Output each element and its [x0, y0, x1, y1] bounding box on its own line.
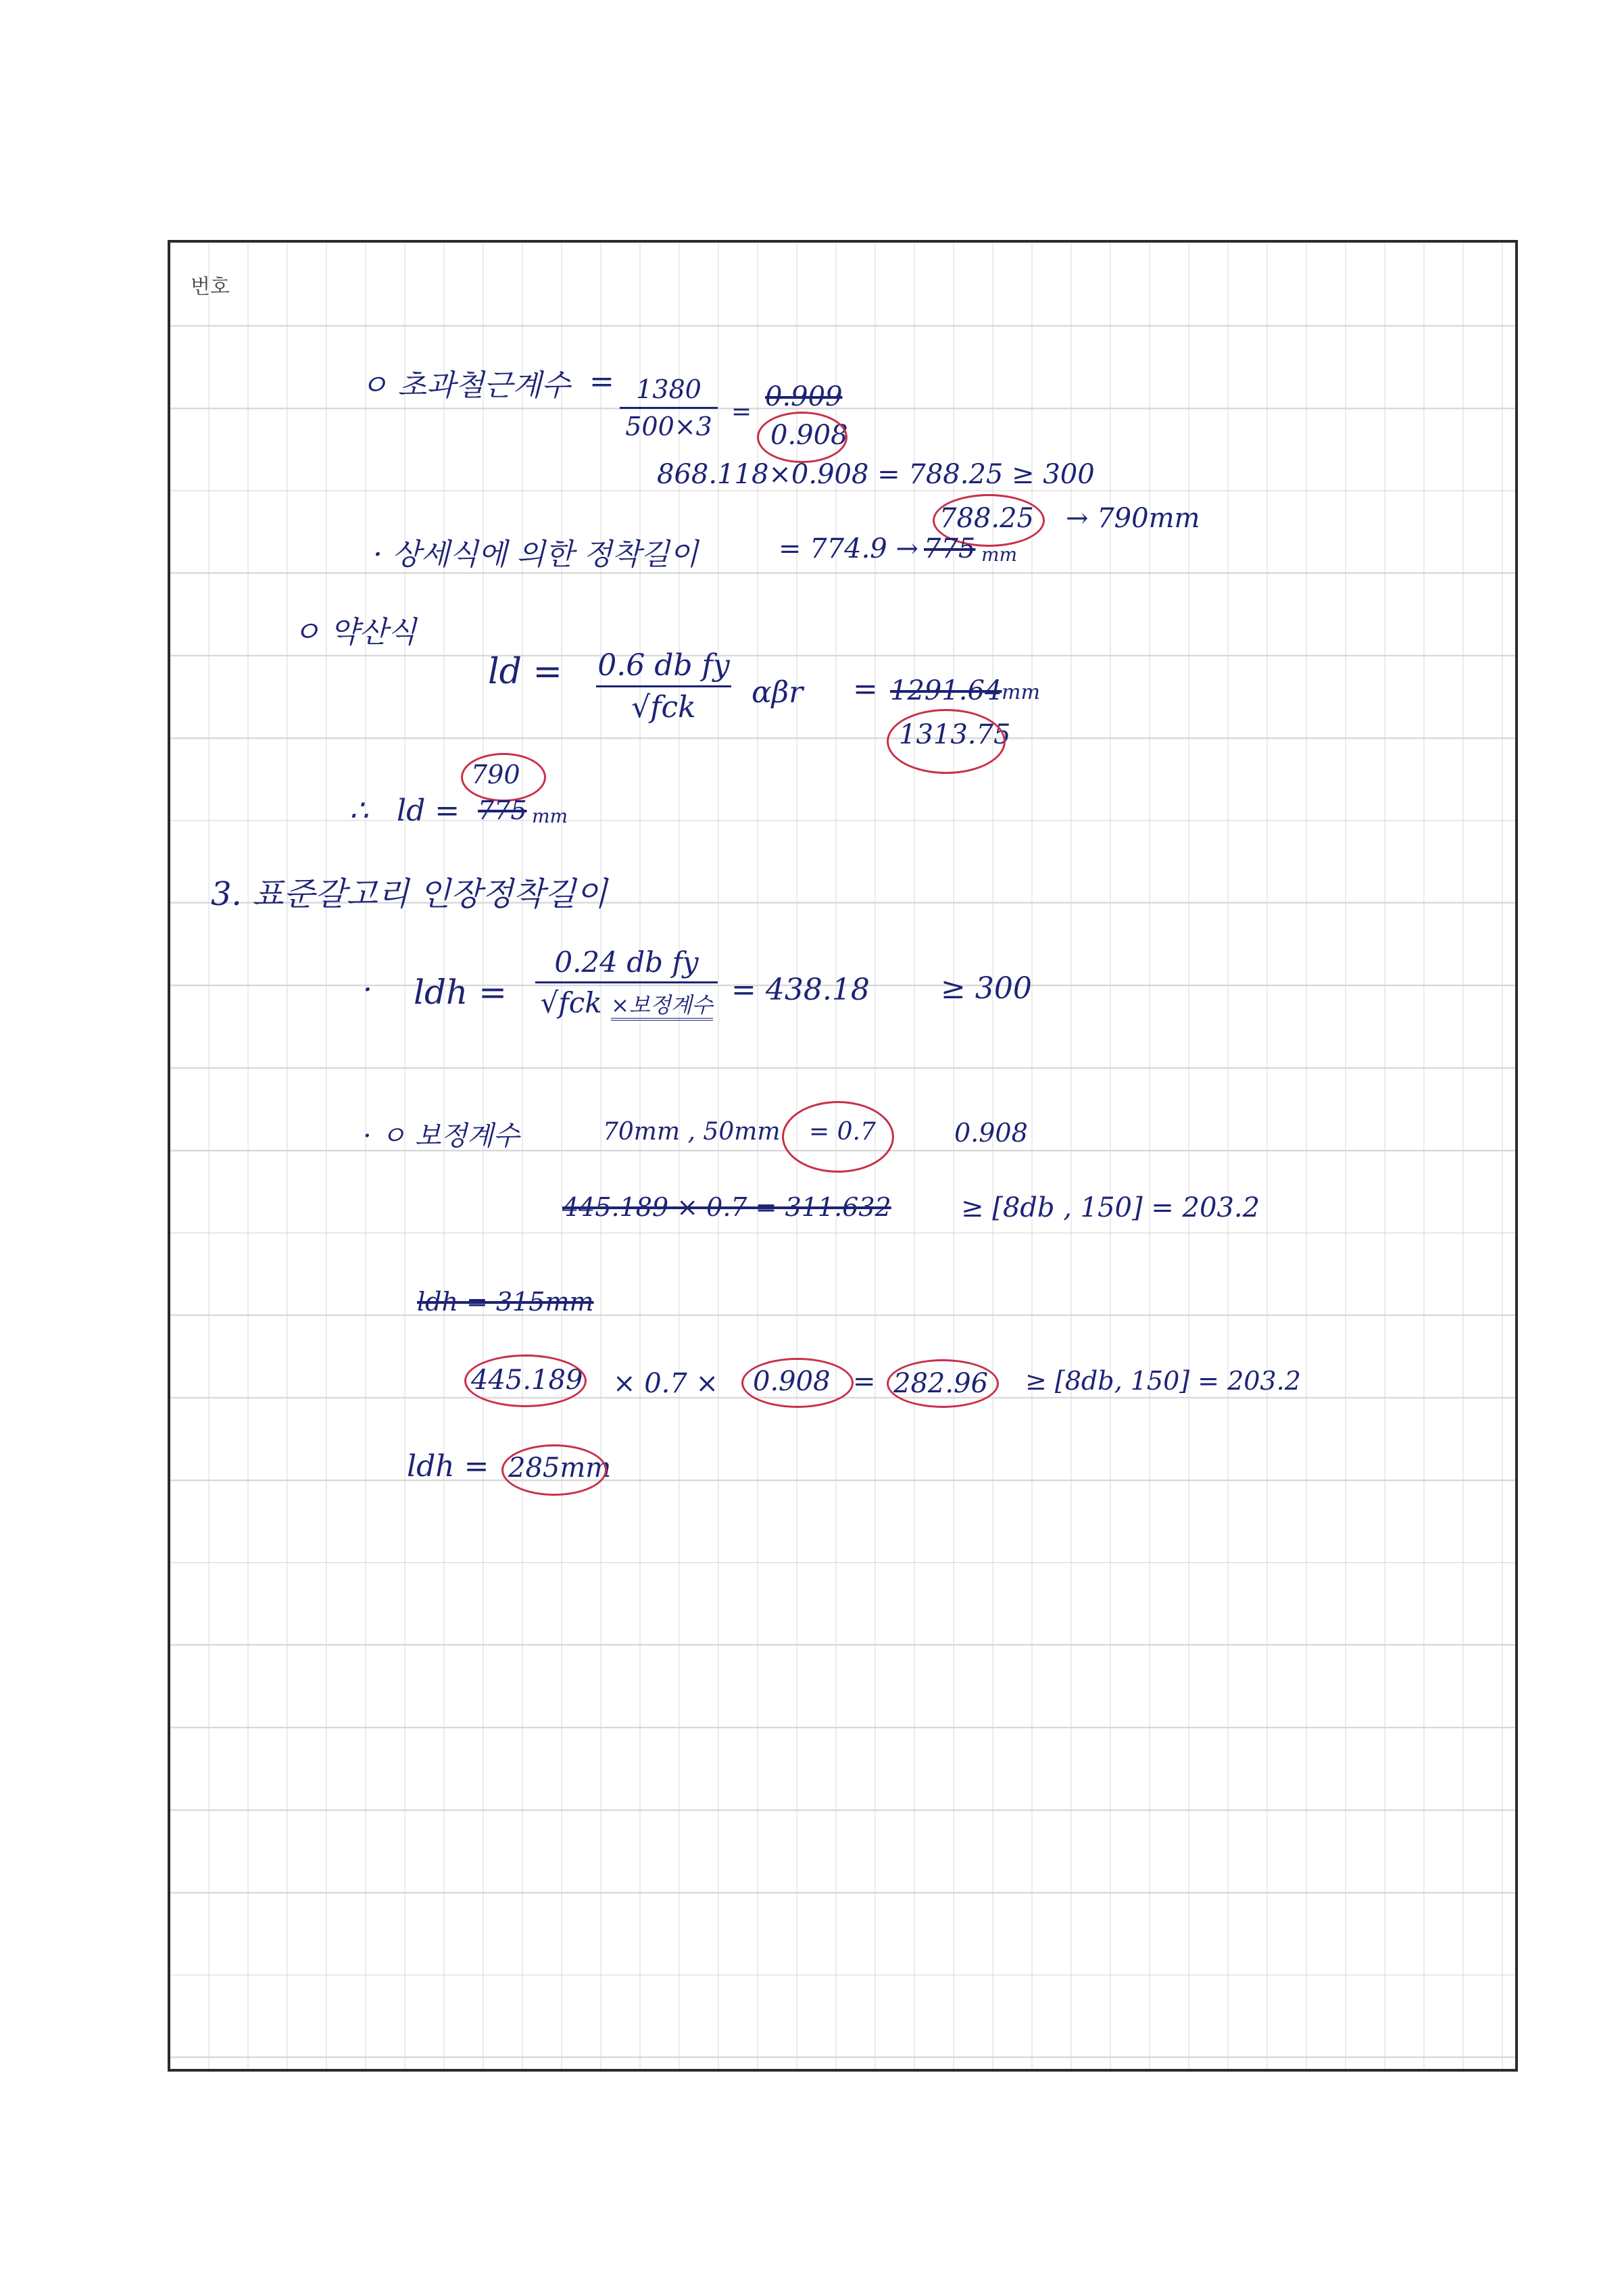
excess-factor-value: 0.908 [954, 1118, 1028, 1148]
excess-factor-fraction [620, 374, 718, 441]
equals-sign: = [853, 672, 878, 706]
ldh-lhs: ldh = [414, 973, 507, 1012]
fraction-numerator: 0.6 db fy [597, 648, 730, 683]
cover-values: 70mm , 50mm [603, 1118, 781, 1146]
struck-value: 1291.64 [890, 675, 1002, 706]
section-heading: 3. 표준갈고리 인장정착길이 [211, 875, 608, 913]
bullet: · [363, 973, 372, 1007]
fraction-bar [535, 981, 718, 983]
sqrt-fck: √fck [540, 986, 602, 1019]
ldh-final-lhs: ldh = [407, 1449, 489, 1484]
calc-line: 868.118×0.908 = 788.25 ≥ 300 [657, 459, 1095, 490]
struck-value: 775 [478, 796, 527, 825]
approx-method-label: ㅇ 약산식 [292, 615, 417, 650]
correction-factor-value: = 0.7 [809, 1118, 876, 1146]
minimum-check-2: ≥ [8db, 150] = 203.2 [1025, 1366, 1301, 1396]
excess-factor-circled: 0.908 [753, 1366, 831, 1397]
ldh-compare: ≥ 300 [941, 971, 1032, 1006]
alpha-beta-gamma: αβr [752, 675, 804, 710]
ld-lhs: ld = [488, 652, 563, 692]
ld-fraction [596, 648, 731, 725]
circled-value: 790 [471, 760, 520, 789]
base-length: 445.189 [471, 1365, 583, 1396]
rounded-length: → 790mm [1066, 503, 1200, 534]
struck-value: 0.909 [765, 381, 843, 412]
equals-sign: = [853, 1366, 876, 1397]
approx-result: 1313.75 [899, 719, 1011, 750]
ldh-fraction [535, 946, 718, 1019]
minimum-check: ≥ [8db , 150] = 203.2 [961, 1192, 1260, 1223]
fraction-bar [596, 685, 731, 687]
detailed-method-label: · 상세식에 의한 정착길이 [373, 537, 698, 572]
fraction-numerator: 0.24 db fy [554, 946, 699, 979]
unit-label: mm [981, 543, 1018, 566]
fraction-bar [620, 407, 718, 409]
fraction-denominator: 500×3 [625, 412, 712, 441]
ld-final-lhs: ld = [397, 793, 460, 828]
excess-factor-result: 0.908 [770, 420, 848, 451]
correction-factor-label: · ㅇ 보정계수 [363, 1121, 520, 1152]
ldh-final-value: 285mm [508, 1452, 612, 1484]
page-number-label: 번호 [191, 275, 230, 299]
unit-label: mm [1002, 681, 1040, 704]
correction-factor-note: ×보정계수 [611, 992, 712, 1021]
unit-label: mm [532, 805, 568, 827]
struck-calc: 445.189 × 0.7 = 311.632 [562, 1192, 891, 1222]
fraction-denominator [535, 986, 718, 1019]
equals-sign-2: = [731, 398, 752, 426]
equals-sign: = [589, 364, 614, 399]
notebook-page [168, 240, 1518, 2072]
final-calc-value: 282.96 [893, 1368, 988, 1399]
multiplier: × 0.7 × [613, 1368, 719, 1399]
struck-value: 775 [924, 533, 976, 564]
fraction-numerator: 1380 [636, 374, 702, 404]
therefore-symbol: ∴ [349, 793, 368, 828]
fraction-denominator: √fck [631, 690, 696, 725]
struck-result: ldh = 315mm [417, 1287, 594, 1317]
circled-value: 788.25 [939, 503, 1034, 534]
excess-rebar-factor-label: ㅇ 초과철근계수 [360, 368, 570, 403]
detailed-method-value: = 774.9 → [779, 533, 918, 564]
ldh-result: = 438.18 [731, 973, 870, 1007]
